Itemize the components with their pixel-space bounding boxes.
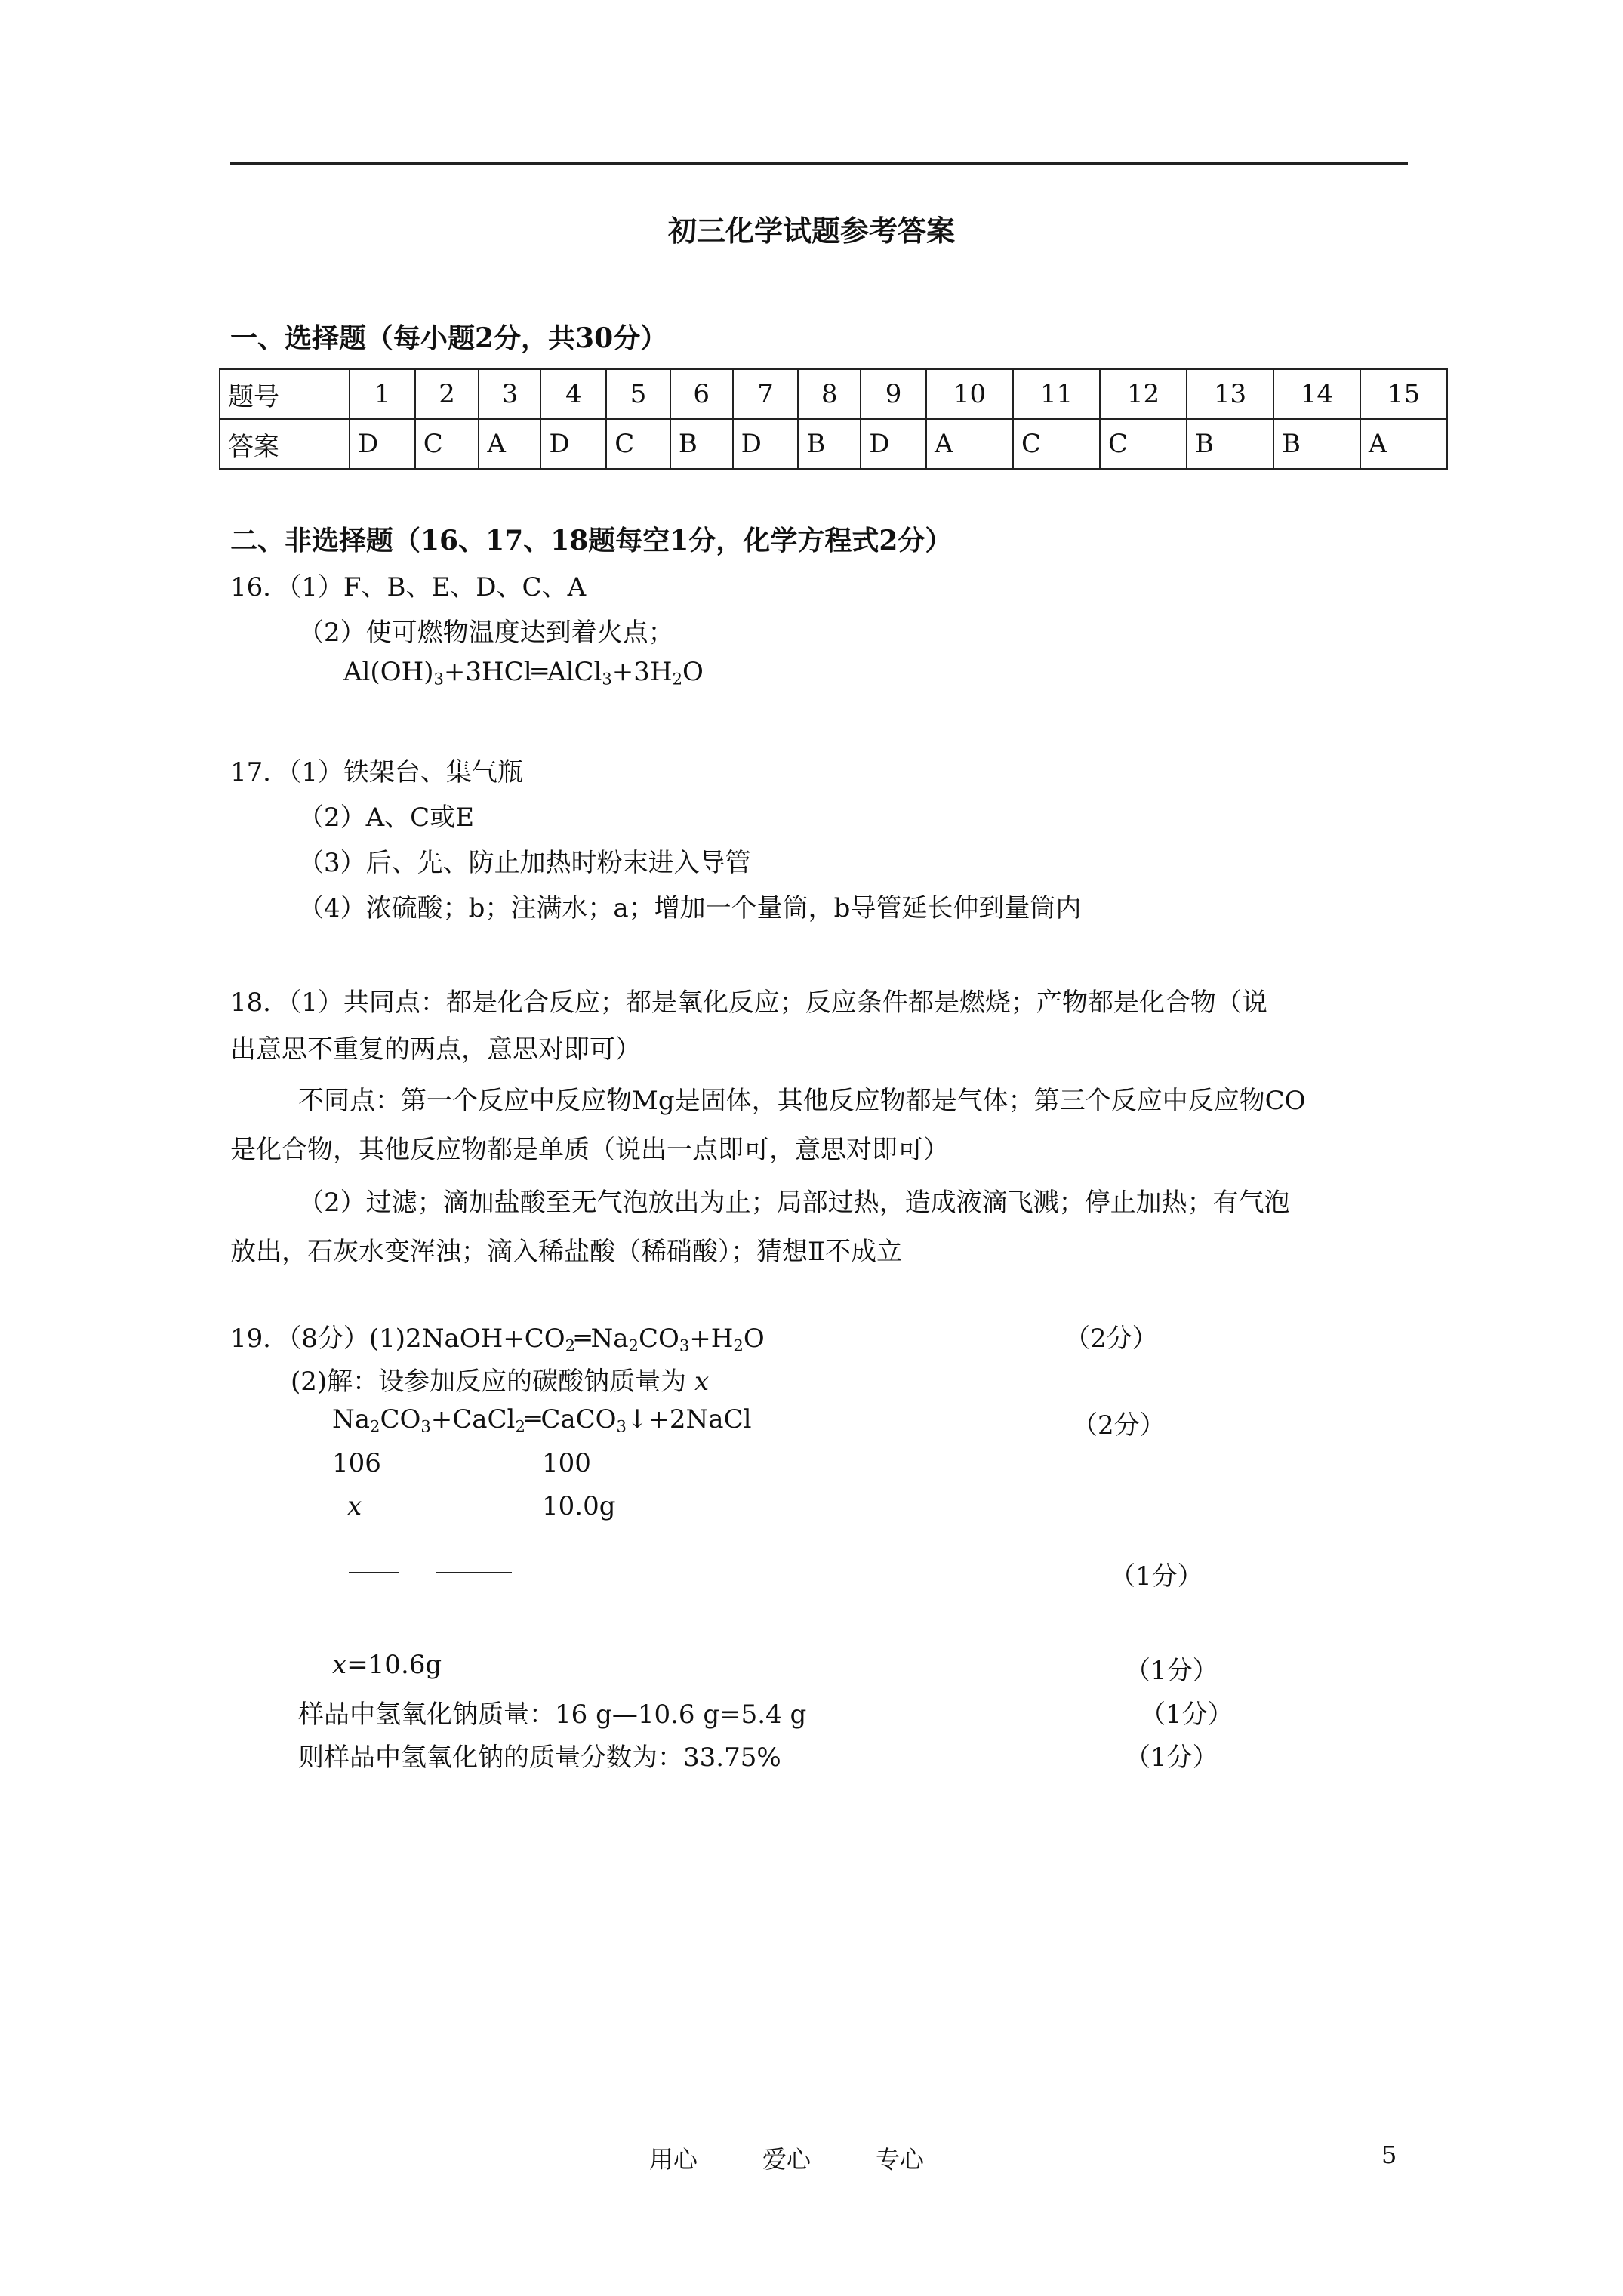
q19-setup-text: (2)解：设参加反应的碳酸钠质量为 bbox=[291, 1367, 687, 1397]
row-label-answer: 答案 bbox=[220, 419, 350, 469]
answer-cell: B bbox=[1187, 419, 1273, 469]
eq-part: +H bbox=[689, 1324, 734, 1354]
question-number: 15 bbox=[1360, 369, 1447, 419]
section1-heading: 一、选择题（每小题2分，共30分） bbox=[230, 322, 668, 354]
molar-mass-na2co3: 106 bbox=[332, 1448, 381, 1478]
eq-sub: 3 bbox=[679, 1336, 690, 1355]
score-label: （2分） bbox=[1072, 1410, 1166, 1441]
question-number: 6 bbox=[670, 369, 733, 419]
naoh-fraction: 则样品中氢氧化钠的质量分数为：33.75% bbox=[298, 1743, 781, 1773]
eq-part: ═Na bbox=[575, 1324, 629, 1354]
answer-cell: C bbox=[606, 419, 670, 469]
q19-equation bbox=[332, 1404, 751, 1435]
page-number: 5 bbox=[1381, 2140, 1397, 2169]
footer-motto-1: 用心 bbox=[649, 2145, 698, 2174]
answer-cell: B bbox=[798, 419, 861, 469]
section2-heading: 二、非选择题（16、17、18题每空1分，化学方程式2分） bbox=[230, 525, 953, 556]
q16-line2: （2）使可燃物温度达到着火点； bbox=[298, 618, 674, 648]
q19-line2 bbox=[291, 1361, 709, 1398]
header-rule bbox=[230, 162, 1408, 165]
answer-cell: A bbox=[1360, 419, 1447, 469]
question-number: 9 bbox=[861, 369, 926, 419]
q17-line2: （2）A、C或E bbox=[298, 803, 475, 833]
q18-line1: 18．（1）共同点：都是化合反应；都是氧化反应；反应条件都是燃烧；产物都是化合物（说 bbox=[230, 988, 1267, 1018]
naoh-mass: 样品中氢氧化钠质量：16 g—10.6 g=5.4 g bbox=[298, 1700, 807, 1730]
eq-part: CO bbox=[638, 1324, 679, 1354]
variable-x: x bbox=[332, 1650, 347, 1680]
result-x bbox=[332, 1650, 442, 1680]
question-number: 11 bbox=[1013, 369, 1100, 419]
score-label: （1分） bbox=[1110, 1561, 1203, 1592]
eq-sub: 3 bbox=[602, 669, 612, 689]
eq-sub: 2 bbox=[370, 1416, 380, 1436]
q18-line2: 出意思不重复的两点，意思对即可） bbox=[230, 1034, 641, 1065]
result-value: =10.6g bbox=[346, 1650, 442, 1680]
table-row-answers bbox=[220, 419, 1447, 469]
question-number: 3 bbox=[479, 369, 540, 419]
page-title: 初三化学试题参考答案 bbox=[667, 214, 955, 248]
eq-part: O bbox=[743, 1324, 765, 1354]
eq-part: 19．（8分）(1)2NaOH+CO bbox=[230, 1324, 565, 1354]
answer-cell: D bbox=[733, 419, 799, 469]
eq-part: +CaCl bbox=[430, 1404, 516, 1435]
eq-part: +3H bbox=[611, 657, 673, 687]
answer-cell: B bbox=[670, 419, 733, 469]
eq-part: CO bbox=[380, 1404, 421, 1435]
eq-sub: 3 bbox=[433, 669, 444, 689]
question-number: 1 bbox=[350, 369, 415, 419]
score-label: （1分） bbox=[1140, 1700, 1233, 1730]
eq-part: ═CaCO bbox=[525, 1404, 617, 1435]
eq-sub: 3 bbox=[616, 1416, 627, 1436]
fraction-line bbox=[436, 1572, 512, 1573]
eq-part: O bbox=[682, 657, 704, 687]
q17-line4: （4）浓硫酸；b；注满水；a；增加一个量筒，b导管延长伸到量筒内 bbox=[298, 893, 1082, 923]
eq-part: ↓+2NaCl bbox=[626, 1404, 752, 1435]
eq-sub: 2 bbox=[628, 1336, 639, 1355]
eq-sub: 2 bbox=[515, 1416, 525, 1436]
eq-sub: 2 bbox=[672, 669, 682, 689]
question-number: 7 bbox=[733, 369, 799, 419]
eq-part: Na bbox=[332, 1404, 371, 1435]
variable-x: x bbox=[694, 1367, 710, 1397]
row-label-number: 题号 bbox=[220, 369, 350, 419]
fraction-line bbox=[349, 1572, 399, 1573]
q18-line3: 不同点：第一个反应中反应物Mg是固体，其他反应物都是气体；第三个反应中反应物CO bbox=[298, 1086, 1306, 1116]
molar-mass-caco3: 100 bbox=[542, 1448, 591, 1478]
answer-table bbox=[219, 368, 1448, 470]
score-label: （2分） bbox=[1064, 1324, 1158, 1354]
question-number: 13 bbox=[1187, 369, 1273, 419]
question-number: 5 bbox=[606, 369, 670, 419]
footer-motto-2: 爱心 bbox=[762, 2145, 812, 2174]
question-number: 8 bbox=[798, 369, 861, 419]
answer-cell: A bbox=[926, 419, 1013, 469]
q19-line1 bbox=[230, 1318, 765, 1354]
answer-cell: D bbox=[861, 419, 926, 469]
table-row-numbers bbox=[220, 369, 1447, 419]
footer-motto-3: 专心 bbox=[876, 2145, 925, 2174]
q18-line5: （2）过滤；滴加盐酸至无气泡放出为止；局部过热，造成液滴飞溅；停止加热；有气泡 bbox=[298, 1188, 1290, 1218]
answer-cell: A bbox=[479, 419, 540, 469]
score-label: （1分） bbox=[1125, 1656, 1218, 1686]
question-number: 14 bbox=[1273, 369, 1360, 419]
answer-cell: C bbox=[415, 419, 479, 469]
answer-cell: B bbox=[1273, 419, 1360, 469]
unknown-x: x bbox=[347, 1491, 362, 1521]
q16-line1: 16．（1）F、B、E、D、C、A bbox=[230, 572, 587, 603]
eq-sub: 2 bbox=[565, 1336, 576, 1355]
q18-line4: 是化合物，其他反应物都是单质（说出一点即可，意思对即可） bbox=[230, 1135, 949, 1165]
q18-line6: 放出，石灰水变浑浊；滴入稀盐酸（稀硝酸）；猜想Ⅱ不成立 bbox=[230, 1237, 903, 1267]
eq-sub: 2 bbox=[733, 1336, 744, 1355]
q17-line1: 17．（1）铁架台、集气瓶 bbox=[230, 757, 523, 787]
mass-caco3: 10.0g bbox=[542, 1491, 616, 1521]
eq-sub: 3 bbox=[420, 1416, 431, 1436]
answer-cell: C bbox=[1013, 419, 1100, 469]
eq-part: +3HCl═AlCl bbox=[443, 657, 602, 687]
question-number: 10 bbox=[926, 369, 1013, 419]
question-number: 2 bbox=[415, 369, 479, 419]
q17-line3: （3）后、先、防止加热时粉末进入导管 bbox=[298, 848, 751, 878]
q16-equation bbox=[343, 657, 704, 688]
answer-cell: D bbox=[540, 419, 606, 469]
question-number: 12 bbox=[1100, 369, 1187, 419]
answer-cell: C bbox=[1100, 419, 1187, 469]
score-label: （1分） bbox=[1125, 1743, 1218, 1773]
eq-part: Al(OH) bbox=[343, 657, 434, 687]
question-number: 4 bbox=[540, 369, 606, 419]
answer-cell: D bbox=[350, 419, 415, 469]
